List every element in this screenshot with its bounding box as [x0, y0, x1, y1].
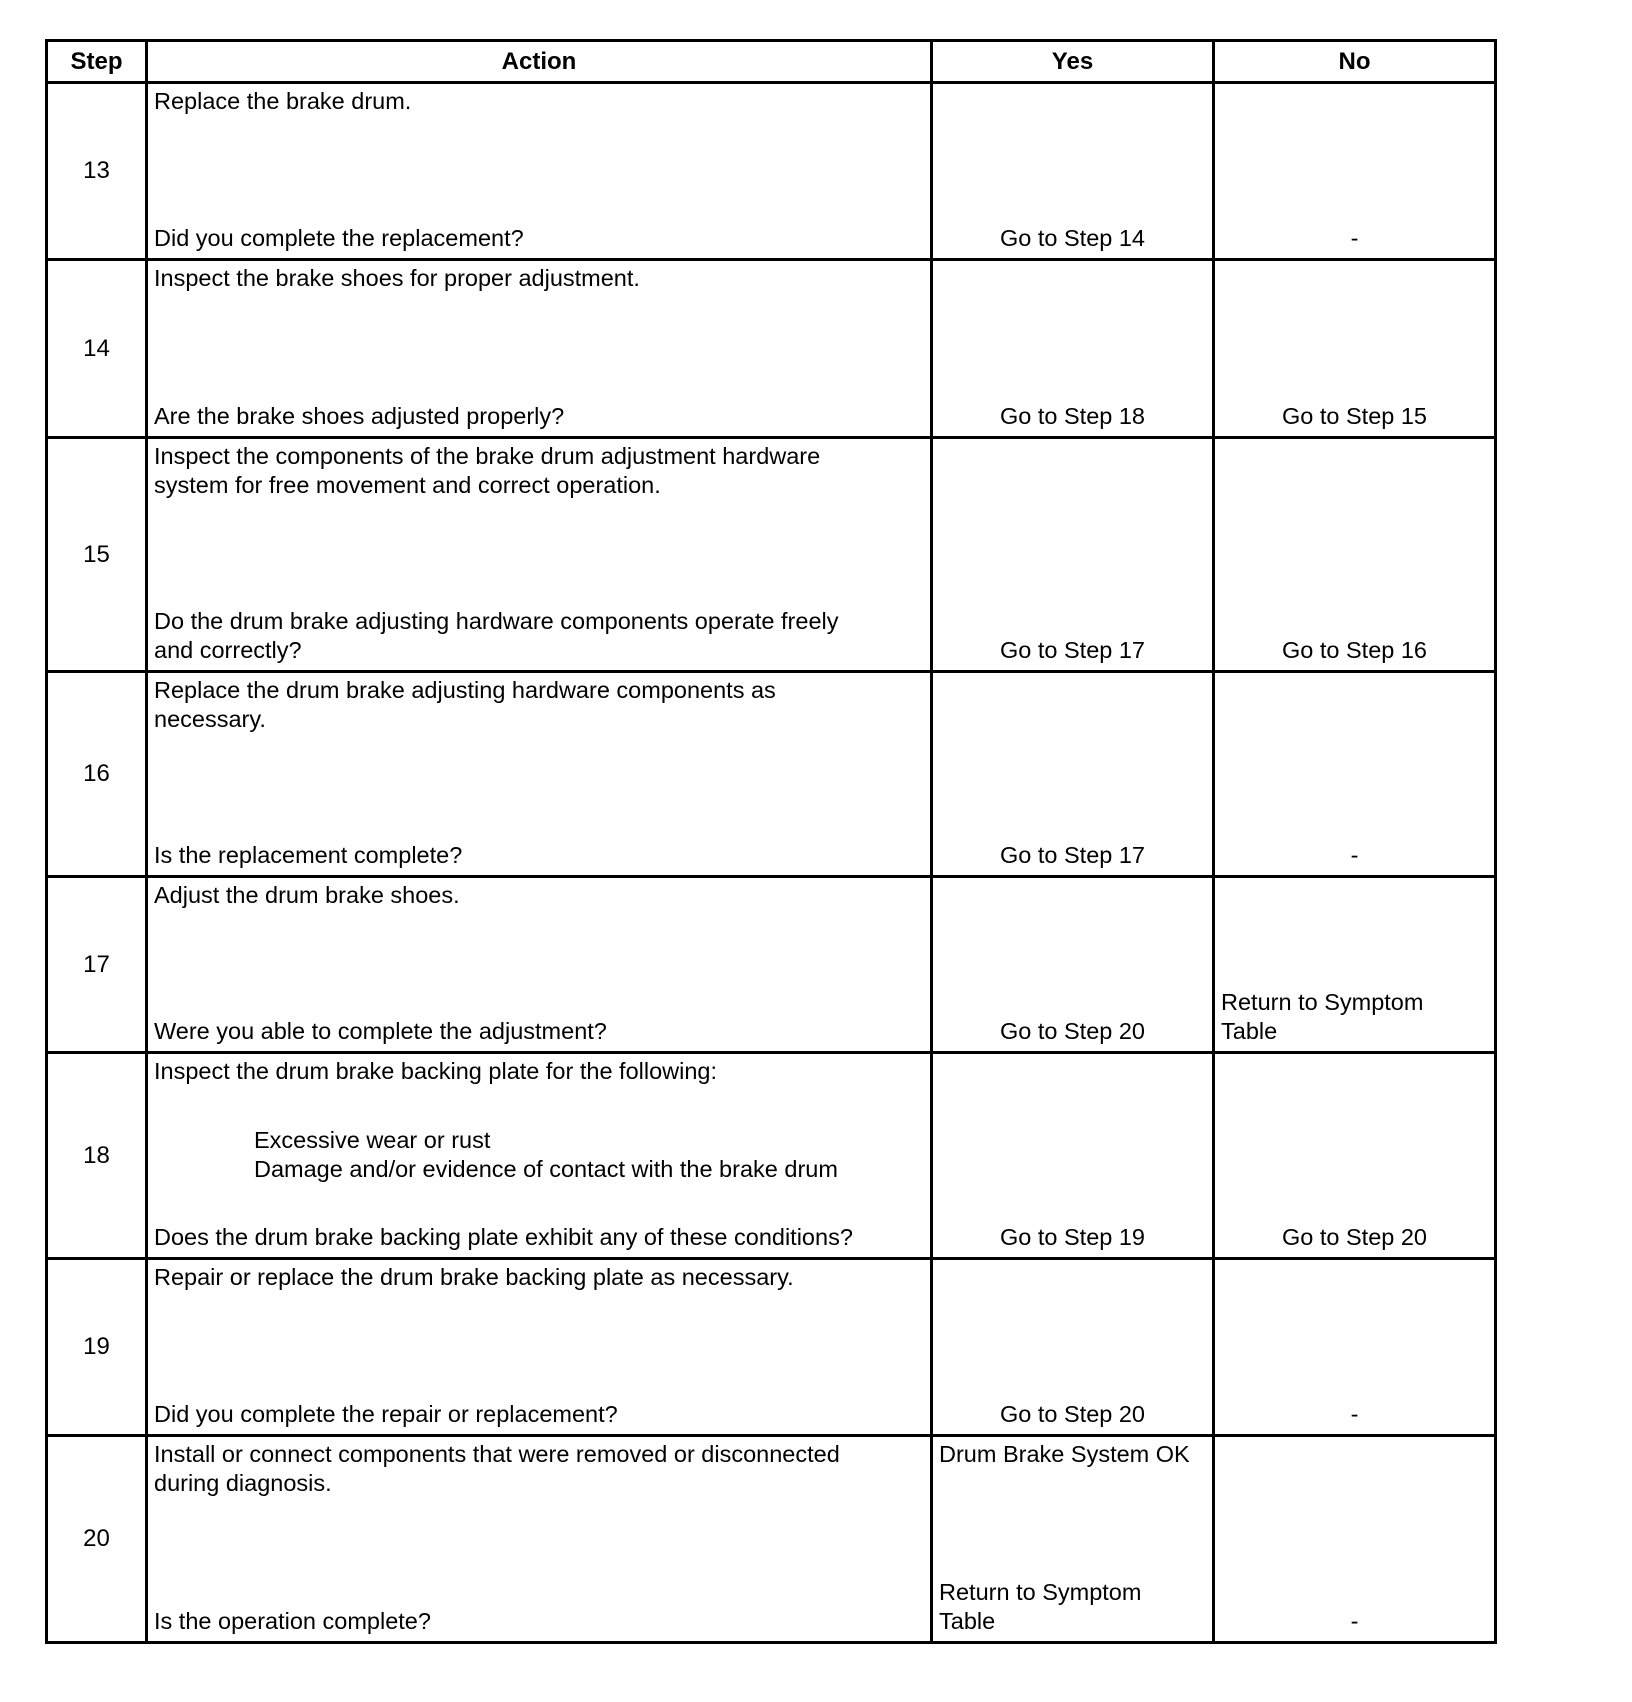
step-number: 19: [47, 1259, 147, 1436]
action-text: Replace the brake drum.: [154, 88, 412, 114]
yes-cell: [932, 438, 1214, 672]
yes-text: Go to Step 14: [999, 225, 1146, 251]
yes-text: [933, 1578, 1212, 1638]
action-cell: [147, 438, 932, 672]
no-line: Table: [1221, 1018, 1278, 1044]
action-text: [148, 673, 930, 734]
yes-top-text: Drum Brake System OK: [939, 1441, 1190, 1467]
question-text: Were you able to complete the adjustment?: [154, 1018, 607, 1044]
action-text: Inspect the drum brake backing plate for the following:: [154, 1058, 718, 1084]
step-number: 17: [47, 877, 147, 1053]
yes-text: Go to Step 19: [999, 1224, 1146, 1250]
step-number: 16: [47, 672, 147, 877]
action-cell: [147, 672, 932, 877]
question-text: Is the operation complete?: [154, 1608, 431, 1634]
condition-item: Excessive wear or rust: [254, 1126, 491, 1153]
diagnostic-table: [45, 39, 1497, 1644]
action-text: [148, 1437, 930, 1498]
step-number: 15: [47, 438, 147, 672]
action-line: during diagnosis.: [154, 1470, 332, 1496]
question-text: Is the replacement complete?: [154, 842, 463, 868]
step-number: 18: [47, 1053, 147, 1259]
step-number: 13: [47, 83, 147, 260]
table-row: [47, 672, 1496, 877]
yes-cell: [932, 83, 1214, 260]
table-row: [47, 83, 1496, 260]
header-no: No: [1214, 41, 1496, 83]
yes-cell: [932, 260, 1214, 438]
no-text: -: [1350, 225, 1359, 251]
yes-cell: [932, 877, 1214, 1053]
header-action: Action: [147, 41, 932, 83]
table-row: [47, 877, 1496, 1053]
table-row: [47, 438, 1496, 672]
yes-cell: [932, 672, 1214, 877]
question-text: Did you complete the repair or replacement?: [154, 1401, 618, 1427]
action-line: Inspect the components of the brake drum adjustment hardware: [154, 443, 821, 469]
condition-item: Damage and/or evidence of contact with the brake drum: [254, 1155, 838, 1182]
no-cell: [1214, 1259, 1496, 1436]
question-line: and correctly?: [154, 637, 302, 663]
table-row: [47, 260, 1496, 438]
no-cell: [1214, 260, 1496, 438]
no-text: Go to Step 20: [1281, 1224, 1428, 1250]
action-cell: [147, 1436, 932, 1643]
no-cell: [1214, 438, 1496, 672]
action-cell: [147, 83, 932, 260]
header-row: [47, 41, 1496, 83]
action-cell: [147, 877, 932, 1053]
question-text: Are the brake shoes adjusted properly?: [154, 403, 565, 429]
action-text: Adjust the drum brake shoes.: [154, 882, 460, 908]
yes-cell: [932, 1053, 1214, 1259]
question-text: Does the drum brake backing plate exhibit any of these conditions?: [154, 1224, 853, 1250]
yes-text: Go to Step 20: [999, 1018, 1146, 1044]
condition-list: [148, 1126, 930, 1184]
no-text: Go to Step 15: [1281, 403, 1428, 429]
action-cell: [147, 1053, 932, 1259]
no-cell: [1214, 672, 1496, 877]
yes-cell: [932, 1436, 1214, 1643]
action-line: system for free movement and correct operation.: [154, 472, 661, 498]
question-text: [148, 607, 930, 667]
yes-text: Go to Step 20: [999, 1401, 1146, 1427]
no-text: Go to Step 16: [1281, 637, 1428, 663]
yes-text: Go to Step 17: [999, 842, 1146, 868]
action-line: Install or connect components that were removed or disconnected: [154, 1441, 840, 1467]
action-text: Repair or replace the drum brake backing plate as necessary.: [154, 1264, 794, 1290]
table-row: [47, 1053, 1496, 1259]
step-number: 20: [47, 1436, 147, 1643]
step-number: 14: [47, 260, 147, 438]
action-cell: [147, 260, 932, 438]
question-line: Do the drum brake adjusting hardware components operate freely: [154, 608, 839, 634]
table-row: [47, 1259, 1496, 1436]
header-yes: Yes: [932, 41, 1214, 83]
no-text: -: [1350, 1401, 1359, 1427]
yes-cell: [932, 1259, 1214, 1436]
action-text: [148, 439, 930, 500]
table-row: [47, 1436, 1496, 1643]
yes-line: Return to Symptom: [939, 1579, 1142, 1605]
no-cell: [1214, 1436, 1496, 1643]
no-cell: [1214, 1053, 1496, 1259]
yes-text: Go to Step 17: [999, 637, 1146, 663]
no-text: -: [1350, 842, 1359, 868]
action-line: Replace the drum brake adjusting hardware components as: [154, 677, 776, 703]
no-cell: [1214, 83, 1496, 260]
action-text: Inspect the brake shoes for proper adjustment.: [154, 265, 640, 291]
yes-line: Table: [939, 1608, 996, 1634]
yes-text: Go to Step 18: [999, 403, 1146, 429]
no-cell: [1214, 877, 1496, 1053]
no-line: Return to Symptom: [1221, 989, 1424, 1015]
header-step: Step: [47, 41, 147, 83]
no-text: [1215, 988, 1494, 1048]
action-line: necessary.: [154, 706, 266, 732]
no-text: -: [1350, 1608, 1359, 1634]
action-cell: [147, 1259, 932, 1436]
question-text: Did you complete the replacement?: [154, 225, 524, 251]
